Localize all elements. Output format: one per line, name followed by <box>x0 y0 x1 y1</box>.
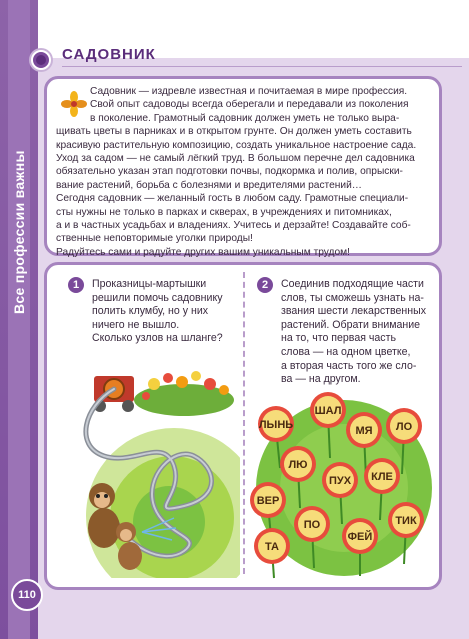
task-2-text <box>281 278 426 387</box>
task-2-number: 2 <box>257 277 273 293</box>
intro-line: Сегодня садовник — желанный гость в любом саду. Грамотные специали- <box>56 193 409 205</box>
task-1-line: Проказницы-мартышки <box>92 278 207 290</box>
syllable-label: ШАЛ <box>314 405 342 417</box>
task-1-line: Сколько узлов на шланге? <box>92 332 223 345</box>
task-2-line: Соединив подходящие части <box>281 278 424 290</box>
syllable-label: КЛЕ <box>371 471 393 483</box>
intro-line: красивую растительную композицию, создать уникальное настроение сада. <box>56 139 417 151</box>
intro-line: обязательно указан этап подготовки почвы, подкормка и полив, опрыски- <box>56 166 403 178</box>
title-rule <box>62 66 462 67</box>
title-dot-icon <box>31 50 51 70</box>
task-1-number: 1 <box>68 277 84 293</box>
intro-line: Радуйтесь сами и радуйте других вашим уникальным трудом! <box>56 246 351 258</box>
task-2-line: а вторая часть того же сло- <box>281 359 417 372</box>
task-1-text <box>92 278 223 346</box>
tasks-divider <box>243 272 245 574</box>
syllable-label: ТИК <box>395 515 417 527</box>
side-strip-inner <box>8 0 30 639</box>
intro-line: а и в частных усадьбах и владениях. Учитесь и дерзайте! Создавайте соб- <box>56 220 411 232</box>
section-label <box>11 282 27 314</box>
syllable-label: ПУХ <box>328 475 352 487</box>
task-1-line: решили помочь садовнику <box>92 291 223 304</box>
intro-line: в поколение. Грамотный садовник должен уметь не только выра- <box>90 112 400 124</box>
intro-line: ственные неповторимые уголки природы! <box>56 233 253 245</box>
page-title: САДОВНИК <box>62 46 156 63</box>
intro-line: Садовник — издревле известная и почитаемая в мире профессия. <box>90 86 408 97</box>
intro-line: Свой опыт садоводы всегда оберегали и передавали из поколения <box>90 99 409 111</box>
flower-puzzle <box>248 388 434 580</box>
intro-line: щивать цветы в парниках и в открытом грунте. Он должен уметь составить <box>56 126 412 138</box>
task-2-line: слов, ты сможешь узнать на- <box>281 291 424 304</box>
hose-reel-icon <box>94 376 134 412</box>
syllable-label: ВЕР <box>256 495 280 507</box>
flower-bed <box>134 371 234 416</box>
task-2-line: на то, что первая часть <box>281 332 396 345</box>
intro-line: вание растений, борьба с болезнями и вредителями растений… <box>56 179 362 191</box>
intro-text <box>56 85 428 259</box>
hose-illustration <box>54 346 240 578</box>
flower-ta <box>254 528 290 578</box>
task-2-line: звания шести лекарственных <box>281 305 426 318</box>
task-1-line: ничего не вышло. <box>92 318 180 331</box>
syllable-label: ЛЫНЬ <box>258 419 294 431</box>
task-2-line: ва — на другом. <box>281 373 361 386</box>
page-number: 110 <box>11 579 43 611</box>
syllable-label: ФЕЙ <box>347 531 373 543</box>
task-1-line: полить клумбу, но у них <box>92 305 209 318</box>
syllable-label: ПО <box>303 519 321 531</box>
syllable-label: ТА <box>265 541 279 553</box>
task-2-line: растений. Обрати внимание <box>281 318 421 331</box>
syllable-label: ЛО <box>395 421 413 433</box>
intro-line: сты нужны не только в парках и скверах, в учреждениях и питомниках, <box>56 206 392 218</box>
side-strip <box>0 0 38 639</box>
syllable-label: ЛЮ <box>288 459 308 471</box>
syllable-label: МЯ <box>355 425 373 437</box>
task-2-line: слова — на одном цветке, <box>281 345 411 358</box>
intro-line: Уход за садом — не самый лёгкий труд. В большом перечне дел садовника <box>56 153 415 165</box>
